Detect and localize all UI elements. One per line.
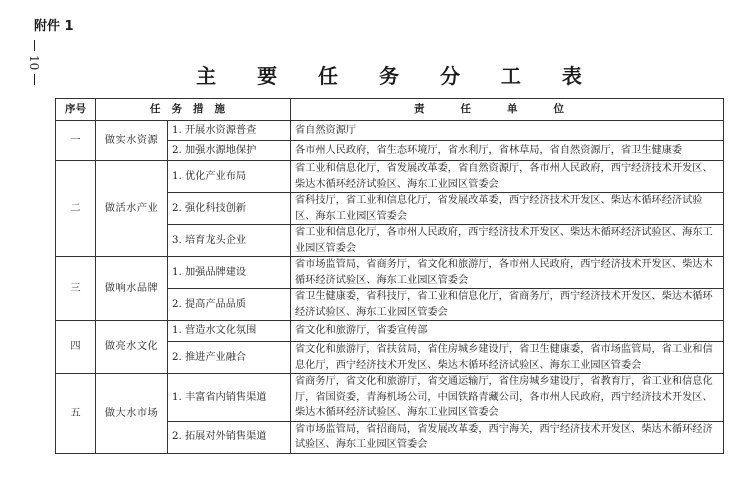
group-task-name: 做响水品牌 <box>96 257 168 321</box>
responsible-units: 省商务厅，省文化和旅游厅，省交通运输厅，省住房城乡建设厅，省教育厅，省工业和信息化厅，省国资委，青海机场公司，中国铁路青藏公司，各市州人民政府，西宁经济技术开发区、柴达木循环经济试验区、海东工业园区管委会 <box>291 374 724 422</box>
header-task: 任务措施 <box>96 99 291 121</box>
responsible-units: 省文化和旅游厅，省委宣传部 <box>291 321 724 342</box>
group-task-name: 做活水产业 <box>96 161 168 257</box>
task-division-table <box>55 98 724 454</box>
responsible-units: 省工业和信息化厅，各市州人民政府，西宁经济技术开发区、柴达木循环经济试验区、海东工业园区管委会 <box>291 225 724 257</box>
task-measure: 1. 优化产业布局 <box>168 161 291 193</box>
table-body <box>56 121 724 454</box>
header-no: 序号 <box>56 99 96 121</box>
task-measure: 2. 拓展对外销售渠道 <box>168 421 291 453</box>
group-number: 一 <box>56 121 96 161</box>
task-measure: 2. 加强水源地保护 <box>168 141 291 161</box>
task-measure: 1. 开展水资源普查 <box>168 121 291 141</box>
group-task-name: 做实水资源 <box>96 121 168 161</box>
table-row <box>56 161 724 193</box>
task-measure: 1. 营造水文化氛围 <box>168 321 291 342</box>
group-number: 五 <box>56 374 96 454</box>
task-measure: 2. 强化科技创新 <box>168 193 291 225</box>
task-measure: 2. 提高产品品质 <box>168 289 291 321</box>
table-row <box>56 374 724 422</box>
task-measure: 1. 加强品牌建设 <box>168 257 291 289</box>
table-row <box>56 257 724 289</box>
page-number-dash-top <box>34 40 35 51</box>
task-measure: 3. 培育龙头企业 <box>168 225 291 257</box>
table-row <box>56 121 724 141</box>
attachment-label: 附件 1 <box>34 19 74 34</box>
task-measure: 2. 推进产业融合 <box>168 342 291 374</box>
page-number: 10 <box>27 55 41 71</box>
responsible-units: 省科技厅，省工业和信息化厅，省发展改革委，西宁经济技术开发区、柴达木循环经济试验区、海东工业园区管委会 <box>291 193 724 225</box>
responsible-units: 省工业和信息化厅，省发展改革委，省自然资源厅，各市州人民政府，西宁经济技术开发区、柴达木循环经济试验区、海东工业园区管委会 <box>291 161 724 193</box>
responsible-units: 省自然资源厅 <box>291 121 724 141</box>
header-responsible: 责任单位 <box>291 99 724 121</box>
group-number: 二 <box>56 161 96 257</box>
table-header-row <box>56 99 724 121</box>
group-task-name: 做大水市场 <box>96 374 168 454</box>
document-title: 主 要 任 务 分 工 表 <box>196 64 599 88</box>
responsible-units: 省卫生健康委，省科技厅，省工业和信息化厅，省商务厅，西宁经济技术开发区、柴达木循环经济试验区、海东工业园区管委会 <box>291 289 724 321</box>
group-task-name: 做亮水文化 <box>96 321 168 374</box>
responsible-units: 省市场监管局，省商务厅，省文化和旅游厅，各市州人民政府，西宁经济技术开发区、柴达木循环经济试验区、海东工业园区管委会 <box>291 257 724 289</box>
responsible-units: 省文化和旅游厅，省扶贫局，省住房城乡建设厅，省卫生健康委，省市场监管局，省工业和信息化厅，西宁经济技术开发区、柴达木循环经济试验区、海东工业园区管委会 <box>291 342 724 374</box>
responsible-units: 省市场监管局，省招商局，省发展改革委，西宁海关，西宁经济技术开发区、柴达木循环经济试验区、海东工业园区管委会 <box>291 421 724 453</box>
task-measure: 1. 丰富省内销售渠道 <box>168 374 291 422</box>
group-number: 四 <box>56 321 96 374</box>
table-row <box>56 321 724 342</box>
group-number: 三 <box>56 257 96 321</box>
responsible-units: 各市州人民政府，省生态环境厅，省水利厅，省林草局，省自然资源厅，省卫生健康委 <box>291 141 724 161</box>
